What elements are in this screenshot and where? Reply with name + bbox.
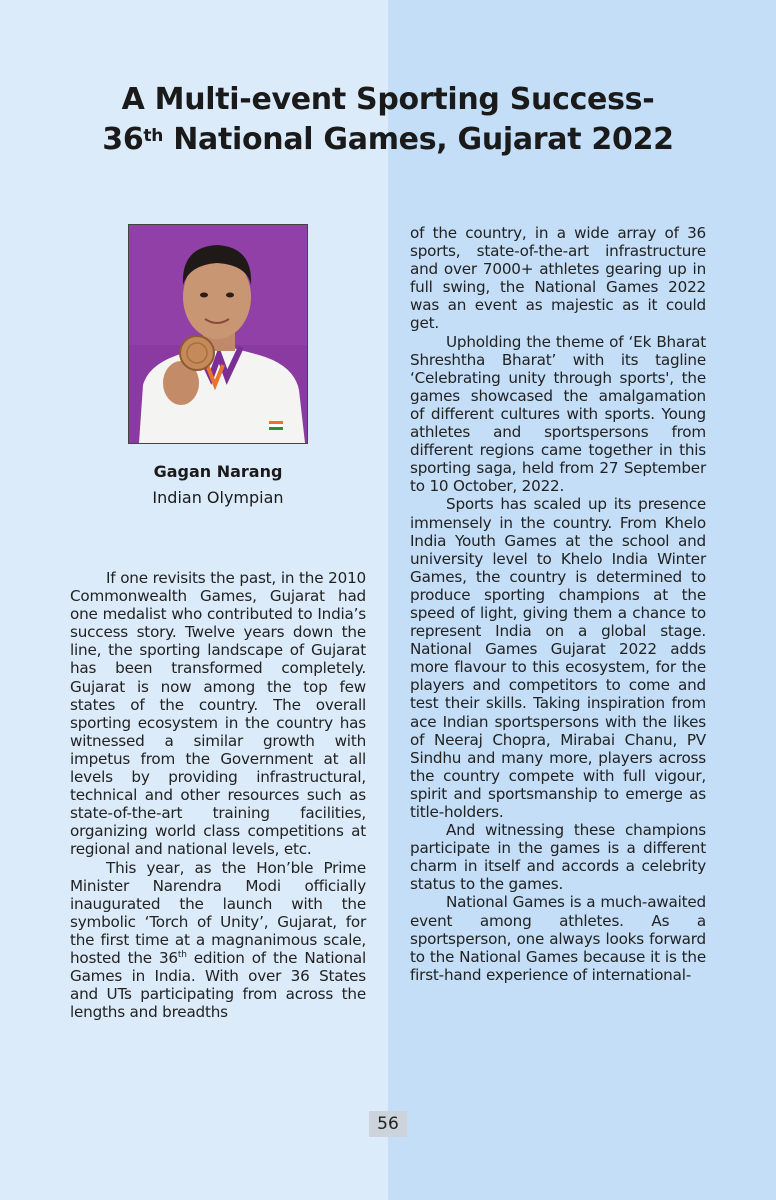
right-paragraph-2: Upholding the theme of ‘Ek Bharat Shreshtha Bharat’ with its tagline ‘Celebrating unity through sports', the games showcased the amalgamation of different cultures with sports. Young athletes and sportspersons from different regions came together in this sporting saga, held from 27 September to 10 October, 2022.	[410, 332, 706, 496]
title-line-2-suffix: th	[143, 126, 164, 146]
left-paragraph-1: If one revisits the past, in the 2010 Commonwealth Games, Gujarat had one medalist who contributed to India’s success story. Twelve years down the line, the sporting landscape of Gujarat has been transformed completely. Gujarat is now among the top few states of the country. The overall sporting ecosystem in the country has witnessed a similar growth with impetus from the Government at all levels by providing infrastructural, technical and other resources such as state-of-the-art training facilities, organizing world class competitions at regional and national levels, etc.	[70, 569, 366, 859]
left-paragraph-2-sup: th	[177, 949, 187, 960]
left-paragraph-2-end: edition of the National Games in India. With over 36 States and UTs participating from across the lengths and breadths	[70, 948, 367, 1022]
page-number: 56	[369, 1111, 407, 1137]
right-paragraph-4: And witnessing these champions participate in the games is a different charm in itself and accords a celebrity status to the games.	[410, 821, 706, 894]
right-text-column	[410, 224, 706, 984]
left-text-column	[70, 569, 366, 1021]
athlete-portrait-illustration	[129, 225, 307, 443]
title-line-2-text: National Games, Gujarat 2022	[163, 122, 674, 157]
right-paragraph-5: National Games is a much-awaited event among athletes. As a sportsperson, one always looks forward to the National Games because it is the first-hand experience of international-	[410, 893, 706, 984]
athlete-role: Indian Olympian	[152, 488, 284, 507]
title-line-2-number: 36	[102, 122, 144, 157]
athlete-photo	[128, 224, 308, 444]
page-title	[40, 80, 736, 160]
right-paragraph-3: Sports has scaled up its presence immensely in the country. From Khelo India Youth Games at the school and university level to Khelo India Winter Games, the country is determined to produce sporting champions at the speed of light, giving them a chance to represent India on a global stage. National Games Gujarat 2022 adds more flavour to this ecosystem, for the players and competitors to come and test their skills. Taking inspiration from ace Indian sportspersons with the likes of Neeraj Chopra, Mirabai Chanu, PV Sindhu and many more, players across the country compete with full vigour, spirit and sportsmanship to emerge as title-holders.	[410, 495, 706, 821]
left-paragraph-2-start: This year, as the Hon’ble Prime Minister Narendra Modi officially inaugurated the launch with the symbolic ‘Torch of Unity’, Gujarat, for the first time at a magnanimous scale, hosted the 36	[70, 858, 366, 967]
right-paragraph-1: of the country, in a wide array of 36 sports, state-of-the-art infrastructure and over 7000+ athletes gearing up in full swing, the National Games 2022 was an event as majestic as it could get.	[410, 224, 706, 333]
left-paragraph-2	[70, 859, 366, 1022]
title-line-1: A Multi-event Sporting Success-	[121, 82, 655, 117]
athlete-name: Gagan Narang	[153, 462, 283, 481]
